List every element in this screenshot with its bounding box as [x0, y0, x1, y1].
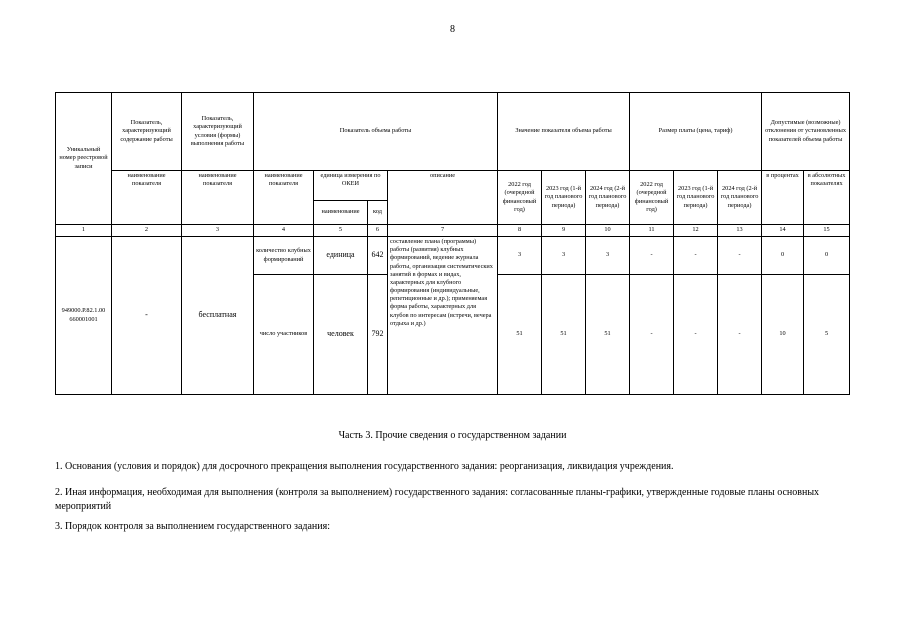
column-number: 14: [762, 225, 804, 237]
column-number: 5: [314, 225, 368, 237]
column-number: 9: [542, 225, 586, 237]
fee-2024: -: [718, 275, 762, 395]
header-volume-name: наименование показателя: [254, 171, 314, 225]
column-number: 8: [498, 225, 542, 237]
header-value-2022: 2022 год (очередной финансовый год): [498, 171, 542, 225]
deviation-absolute: 0: [804, 237, 850, 275]
column-numbers-row: [56, 225, 850, 237]
header-unit: единица измерения по ОКЕИ: [314, 171, 388, 201]
column-number: 10: [586, 225, 630, 237]
column-number: 3: [182, 225, 254, 237]
value-2023: 51: [542, 275, 586, 395]
column-number: 15: [804, 225, 850, 237]
value-2024: 51: [586, 275, 630, 395]
header-value-2023: 2023 год (1-й год планового периода): [542, 171, 586, 225]
header-fee: Размер платы (цена, тариф): [630, 93, 762, 171]
work-description: составление плана (программы) работы (развития) клубных формирований, ведение журнала работы, организация систематических занятий в формах и видах, характерных для клубного формирования (индивидуальные, репетиционные и др.); применяемая форма работы, характерных для клубов по интересам (встречи, вечера отдыха и др.): [388, 237, 498, 395]
header-absolute: в абсолютных показателях: [804, 171, 850, 225]
header-conditions-name: наименование показателя: [182, 171, 254, 225]
header-fee-2024: 2024 год (2-й год планового периода): [718, 171, 762, 225]
header-fee-2023: 2023 год (1-й год планового периода): [674, 171, 718, 225]
column-number: 2: [112, 225, 182, 237]
fee-2023: -: [674, 237, 718, 275]
header-fee-2022: 2022 год (очередной финансовый год): [630, 171, 674, 225]
deviation-absolute: 5: [804, 275, 850, 395]
indicator-name: количество клубных формирований: [254, 237, 314, 275]
conditions-value: бесплатная: [182, 237, 254, 395]
work-volume-table: [55, 92, 850, 395]
header-percent: в процентах: [762, 171, 804, 225]
fee-2023: -: [674, 275, 718, 395]
header-value-2024: 2024 год (2-й год планового периода): [586, 171, 630, 225]
unit-name: человек: [314, 275, 368, 395]
header-unique-number: Уникальный номер реестровой записи: [56, 93, 112, 225]
header-deviations: Допустимые (возможные) отклонения от установленных показателей объема работы: [762, 93, 850, 171]
header-volume-indicator: Показатель объема работы: [254, 93, 498, 171]
header-description: описание: [388, 171, 498, 225]
column-number: 11: [630, 225, 674, 237]
column-number: 6: [368, 225, 388, 237]
part3-title: Часть 3. Прочие сведения о государственном задании: [338, 430, 567, 441]
fee-2024: -: [718, 237, 762, 275]
unit-code: 642: [368, 237, 388, 275]
paragraph-2: 2. Иная информация, необходимая для выполнения (контроля за выполнением) государственного задания: согласованные планы-графики, утвержденные годовые планы основных мероприятий: [55, 487, 820, 512]
deviation-percent: 0: [762, 237, 804, 275]
unit-code: 792: [368, 275, 388, 395]
column-number: 4: [254, 225, 314, 237]
header-content-indicator: Показатель, характеризующий содержание работы: [112, 93, 182, 171]
paragraph-1: 1. Основания (условия и порядок) для досрочного прекращения выполнения государственного задания: реорганизация, ликвидация учреждения.: [55, 461, 674, 472]
indicator-name: число участников: [254, 275, 314, 395]
paragraph-3: 3. Порядок контроля за выполнением государственного задания:: [55, 521, 330, 532]
header-volume-value: Значение показателя объема работы: [498, 93, 630, 171]
table-row: [56, 237, 850, 275]
fee-2022: -: [630, 237, 674, 275]
content-value: -: [112, 237, 182, 395]
unit-name: единица: [314, 237, 368, 275]
deviation-percent: 10: [762, 275, 804, 395]
value-2022: 3: [498, 237, 542, 275]
column-number: 1: [56, 225, 112, 237]
value-2024: 3: [586, 237, 630, 275]
header-content-name: наименование показателя: [112, 171, 182, 225]
header-conditions-indicator: Показатель, характеризующий условия (формы) выполнения работы: [182, 93, 254, 171]
page-number: 8: [450, 24, 455, 35]
column-number: 13: [718, 225, 762, 237]
column-number: 12: [674, 225, 718, 237]
fee-2022: -: [630, 275, 674, 395]
header-unit-name: наименование: [314, 201, 368, 225]
value-2023: 3: [542, 237, 586, 275]
registry-number: 949000.Р.82.1.00 660001001: [56, 237, 112, 395]
value-2022: 51: [498, 275, 542, 395]
column-number: 7: [388, 225, 498, 237]
header-unit-code: код: [368, 201, 388, 225]
